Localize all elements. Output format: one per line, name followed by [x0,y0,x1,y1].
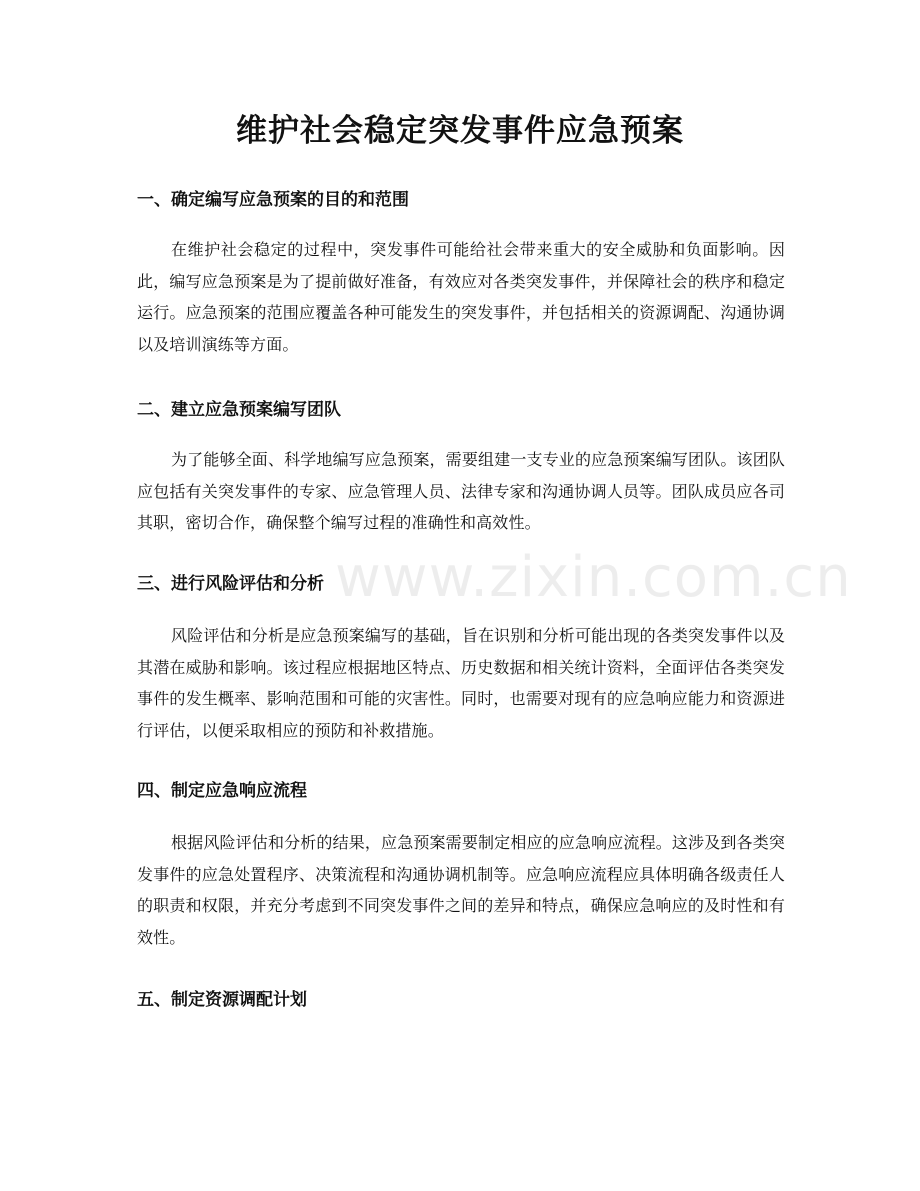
section-heading-5: 五、制定资源调配计划 [137,990,307,1010]
section-heading-3: 三、进行风险评估和分析 [137,574,324,594]
section-paragraph-4: 根据风险评估和分析的结果，应急预案需要制定相应的应急响应流程。这涉及到各类突发事件的应急处置程序、决策流程和沟通协调机制等。应急响应流程应具体明确各级责任人的职责和权限，并充分考虑到不同突发事件之间的差异和特点，确保应急响应的及时性和有效性。 [137,833,785,947]
section-heading-2: 二、建立应急预案编写团队 [137,400,341,420]
watermark: www.zixin.com.cn [335,545,852,610]
section-paragraph-3: 风险评估和分析是应急预案编写的基础，旨在识别和分析可能出现的各类突发事件以及其潜在威胁和影响。该过程应根据地区特点、历史数据和相关统计资料，全面评估各类突发事件的发生概率、影响范围和可能的灾害性。同时，也需要对现有的应急响应能力和资源进行评估，以便采取相应的预防和补救措施。 [137,626,785,740]
section-heading-4: 四、制定应急响应流程 [137,781,307,801]
section-paragraph-2: 为了能够全面、科学地编写应急预案，需要组建一支专业的应急预案编写团队。该团队应包括有关突发事件的专家、应急管理人员、法律专家和沟通协调人员等。团队成员应各司其职，密切合作，确保整个编写过程的准确性和高效性。 [137,450,785,532]
document-title: 维护社会稳定突发事件应急预案 [236,113,684,149]
section-paragraph-1: 在维护社会稳定的过程中，突发事件可能给社会带来重大的安全威胁和负面影响。因此，编写应急预案是为了提前做好准备，有效应对各类突发事件，并保障社会的秩序和稳定运行。应急预案的范围应覆盖各种可能发生的突发事件，并包括相关的资源调配、沟通协调以及培训演练等方面。 [137,240,785,354]
section-heading-1: 一、确定编写应急预案的目的和范围 [137,190,409,210]
